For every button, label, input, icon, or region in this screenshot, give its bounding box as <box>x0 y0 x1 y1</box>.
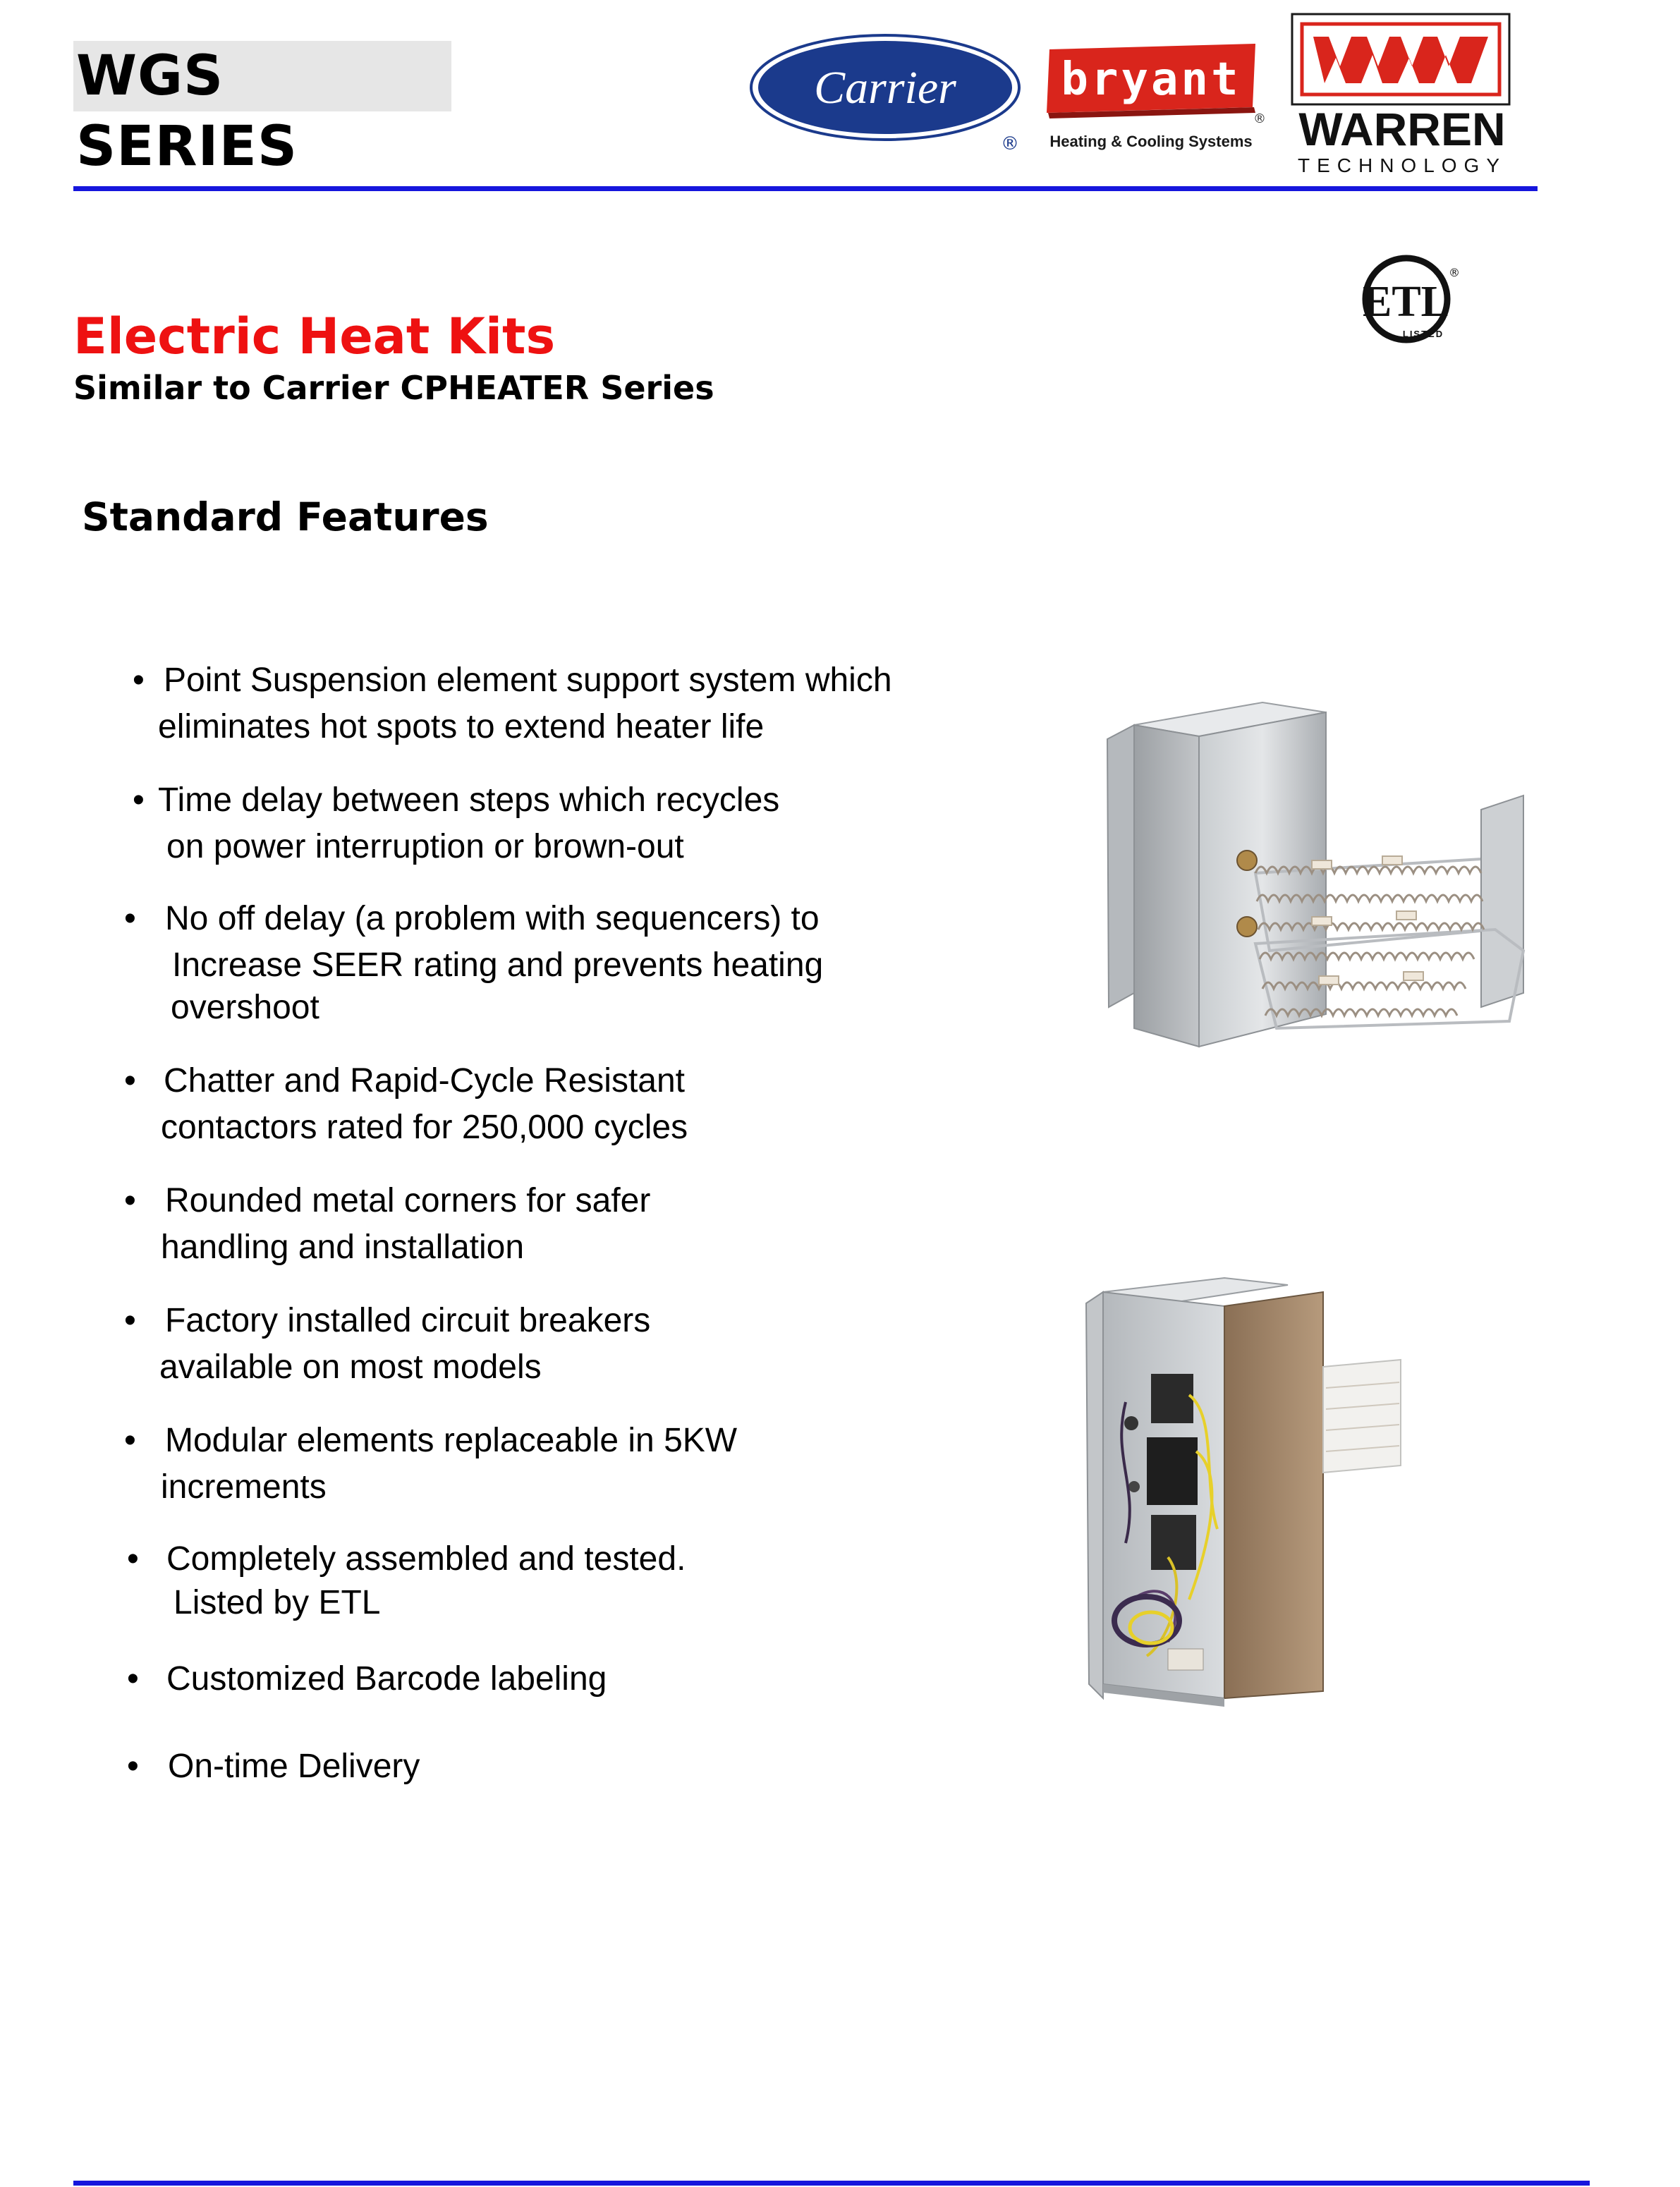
feature-line: Increase SEER rating and prevents heating <box>172 946 824 984</box>
feature-line: Rounded metal corners for safer <box>165 1182 651 1219</box>
feature-item-chatter-resistant <box>124 1058 688 1151</box>
feature-line: Customized Barcode labeling <box>166 1660 607 1698</box>
bryant-tagline: Heating & Cooling Systems <box>1049 133 1253 150</box>
bullet-icon: • <box>133 662 145 699</box>
feature-line: Modular elements replaceable in 5KW <box>165 1422 738 1459</box>
feature-line: On-time Delivery <box>168 1748 420 1785</box>
feature-line: Time delay between steps which recycles <box>158 781 780 819</box>
heater-kit-photo-2 <box>1083 1275 1415 1712</box>
bryant-logo-text: bryant <box>1061 54 1241 106</box>
bullet-icon: • <box>124 1182 136 1219</box>
feature-line: on power interruption or brown-out <box>166 828 684 865</box>
carrier-registered-mark: ® <box>1001 133 1019 152</box>
feature-line: available on most models <box>159 1348 542 1386</box>
carrier-logo <box>748 32 1023 152</box>
bullet-icon: • <box>127 1540 139 1578</box>
feature-line: overshoot <box>171 989 319 1026</box>
feature-line: handling and installation <box>161 1229 525 1266</box>
product-title: Electric Heat Kits <box>73 307 556 365</box>
feature-line: Factory installed circuit breakers <box>165 1302 651 1339</box>
bullet-icon: • <box>133 781 145 819</box>
warren-logo <box>1285 11 1518 178</box>
product-subtitle: Similar to Carrier CPHEATER Series <box>73 369 714 407</box>
feature-line: eliminates hot spots to extend heater life <box>158 708 765 745</box>
feature-item-time-delay <box>133 777 779 870</box>
feature-line: increments <box>161 1468 327 1506</box>
bullet-icon: • <box>124 900 136 937</box>
bullet-icon: • <box>124 1302 136 1339</box>
feature-item-on-time-delivery <box>127 1743 420 1790</box>
bryant-registered-mark: ® <box>1253 111 1266 126</box>
etl-listed-mark <box>1356 248 1468 354</box>
feature-item-point-suspension <box>133 657 892 750</box>
bullet-icon: • <box>127 1748 139 1785</box>
bryant-logo <box>1044 39 1268 159</box>
feature-item-circuit-breakers <box>124 1298 650 1391</box>
feature-item-rounded-corners <box>124 1178 650 1271</box>
bullet-icon: • <box>124 1062 136 1099</box>
warren-sub: TECHNOLOGY <box>1297 154 1507 176</box>
warren-monogram: WM <box>1285 11 1286 12</box>
feature-line: No off delay (a problem with sequencers) to <box>165 900 820 937</box>
etl-mark-text: ETL <box>1362 278 1451 326</box>
feature-line: Chatter and Rapid-Cycle Resistant <box>164 1062 686 1099</box>
feature-line: Completely assembled and tested. <box>166 1540 686 1578</box>
feature-line: Point Suspension element support system which <box>164 662 892 699</box>
heater-kit-photo-1 <box>1100 697 1545 1064</box>
feature-item-no-off-delay <box>124 896 823 1031</box>
series-title: WGS SERIES <box>73 41 451 111</box>
features-heading: Standard Features <box>82 494 489 540</box>
feature-line: contactors rated for 250,000 cycles <box>161 1109 688 1146</box>
etl-registered: ® <box>1449 266 1460 279</box>
bullet-icon: • <box>127 1660 139 1698</box>
etl-listed-text: LISTED <box>1402 329 1444 339</box>
bullet-icon: • <box>124 1422 136 1459</box>
feature-item-assembled-tested <box>127 1537 686 1625</box>
feature-item-modular-elements <box>124 1418 737 1511</box>
header-divider <box>73 186 1538 191</box>
footer-divider <box>73 2181 1590 2186</box>
feature-line: Listed by ETL <box>174 1584 381 1621</box>
carrier-logo-text: Carrier <box>814 62 956 114</box>
warren-name: WARREN <box>1298 103 1506 155</box>
feature-item-barcode <box>127 1656 607 1702</box>
